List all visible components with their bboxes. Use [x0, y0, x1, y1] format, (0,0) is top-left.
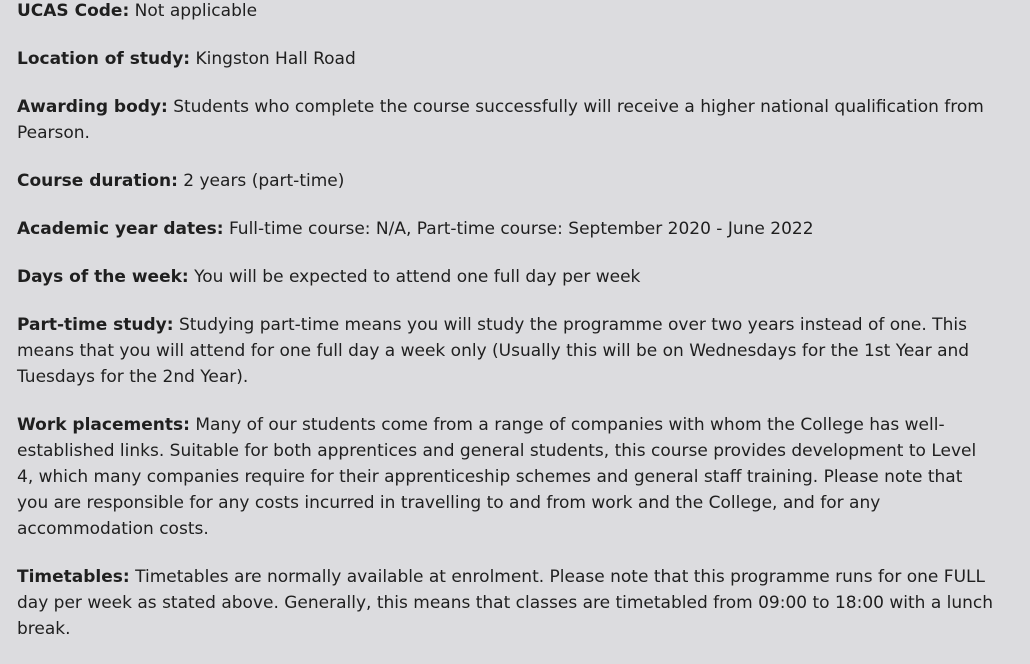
detail-value: Students who complete the course successfully will receive a higher national qualification from Pearson. [17, 97, 984, 143]
detail-awarding-body [17, 94, 997, 146]
detail-ucas-code [17, 0, 997, 24]
detail-work-placements [17, 412, 997, 542]
detail-value: 2 years (part-time) [183, 171, 345, 191]
detail-value: Kingston Hall Road [195, 49, 356, 69]
detail-timetables [17, 564, 997, 642]
detail-value: Timetables are normally available at enrolment. Please note that this programme runs for one FULL day per week as stated above. Generally, this means that classes are timetabled from 09:00 to 18:00 with a lunch break. [17, 567, 994, 639]
course-details [17, 0, 997, 664]
detail-label: UCAS Code: [17, 1, 130, 21]
detail-value: Studying part-time means you will study the programme over two years instead of one. This means that you will attend for one full day a week only (Usually this will be on Wednesdays for the 1st Year and Tuesdays for the 2nd Year). [17, 315, 970, 387]
detail-value: You will be expected to attend one full day per week [194, 267, 641, 287]
detail-label: Location of study: [17, 49, 191, 69]
detail-academic-year-dates [17, 216, 997, 242]
detail-label: Days of the week: [17, 267, 189, 287]
detail-label: Academic year dates: [17, 219, 224, 239]
detail-days-of-the-week [17, 264, 997, 290]
detail-label: Part-time study: [17, 315, 174, 335]
detail-course-duration [17, 168, 997, 194]
detail-location-of-study [17, 46, 997, 72]
detail-value: Many of our students come from a range of companies with whom the College has well-established links. Suitable for both apprentices and general students, this course provides development to Level 4, which many companies require for their apprenticeship schemes and general staff training. Please note that you are responsible for any costs incurred in travelling to and from work and the College, and for any accommodation costs. [17, 415, 977, 539]
detail-label: Timetables: [17, 567, 130, 587]
detail-value: Not applicable [134, 1, 258, 21]
detail-value: Full-time course: N/A, Part-time course: September 2020 - June 2022 [228, 219, 814, 239]
detail-label: Awarding body: [17, 97, 168, 117]
detail-label: Course duration: [17, 171, 178, 191]
detail-part-time-study [17, 312, 997, 390]
detail-label: Work placements: [17, 415, 190, 435]
